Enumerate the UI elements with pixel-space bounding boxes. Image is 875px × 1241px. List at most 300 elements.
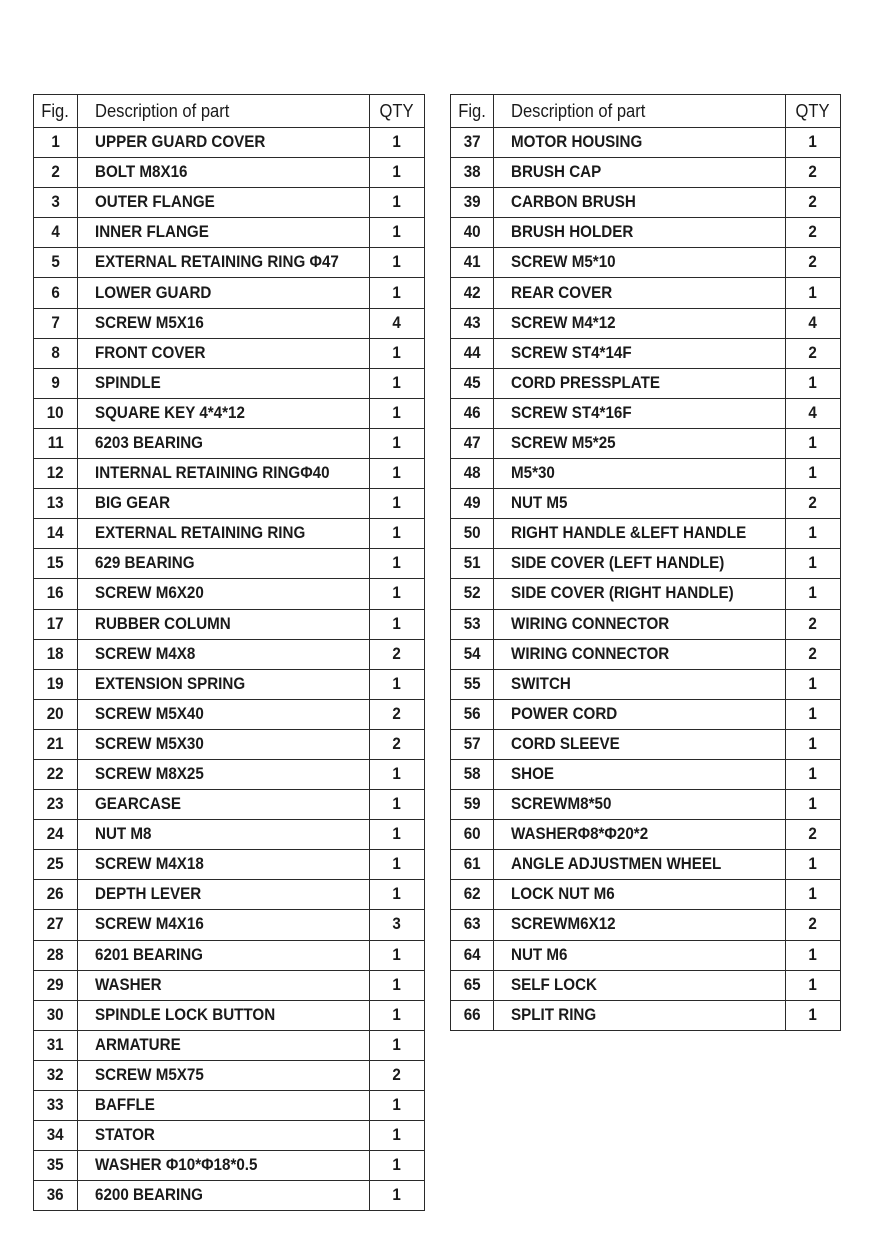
table-row (34, 188, 425, 218)
part-fig-cell-text: 16 (47, 584, 64, 603)
part-qty-cell-text: 1 (808, 765, 818, 784)
part-description-cell (494, 609, 786, 639)
part-qty-cell (786, 519, 841, 549)
part-fig-cell (451, 699, 494, 729)
part-fig-cell-text: 55 (463, 674, 481, 693)
table-row (34, 1121, 425, 1151)
part-qty-cell-text: 2 (808, 343, 818, 362)
part-description-cell (78, 970, 370, 1000)
table-row (34, 579, 425, 609)
part-description-cell (78, 368, 370, 398)
table-row (451, 158, 841, 188)
table-row (34, 729, 425, 759)
table-row (451, 609, 841, 639)
part-qty-cell (370, 338, 425, 368)
part-qty-cell (370, 970, 425, 1000)
part-fig-cell (451, 609, 494, 639)
part-description-cell-text: EXTERNAL RETAINING RING Φ47 (95, 253, 339, 272)
part-qty-cell (370, 1000, 425, 1030)
part-fig-cell-text: 59 (463, 795, 481, 814)
part-description-cell-text: SCREW M8X25 (95, 765, 204, 784)
part-qty-cell (370, 790, 425, 820)
part-fig-cell-text: 13 (47, 494, 64, 513)
part-qty-cell (786, 218, 841, 248)
part-fig-cell (34, 338, 78, 368)
part-fig-cell (34, 1030, 78, 1060)
table-row (451, 729, 841, 759)
part-fig-cell-text: 21 (47, 734, 64, 753)
part-description-cell-text: ANGLE ADJUSTMEN WHEEL (511, 855, 722, 874)
part-description-cell-text: OUTER FLANGE (95, 193, 215, 212)
part-qty-cell (786, 459, 841, 489)
table-row (451, 428, 841, 458)
parts-table-left (33, 94, 425, 1211)
part-description-cell (78, 699, 370, 729)
part-description-cell-text: UPPER GUARD COVER (95, 133, 266, 152)
part-description-cell-text: BOLT M8X16 (95, 163, 188, 182)
table-row (451, 820, 841, 850)
part-fig-cell (34, 579, 78, 609)
part-qty-cell-text: 1 (392, 193, 402, 212)
table-row (451, 459, 841, 489)
table-row (34, 519, 425, 549)
part-description-cell-text: M5*30 (511, 464, 555, 483)
part-qty-cell-text: 1 (392, 795, 402, 814)
table-row (34, 1000, 425, 1030)
part-qty-cell (370, 1181, 425, 1211)
part-qty-cell-text: 1 (392, 885, 402, 904)
part-fig-cell-text: 47 (463, 433, 481, 452)
part-fig-cell-text: 5 (51, 253, 60, 272)
part-fig-cell (34, 368, 78, 398)
part-description-cell-text: NUT M8 (95, 825, 152, 844)
part-fig-cell (451, 820, 494, 850)
part-fig-cell-text: 24 (47, 825, 64, 844)
part-fig-cell (34, 759, 78, 789)
part-qty-cell-text: 1 (392, 975, 402, 994)
part-fig-cell (451, 188, 494, 218)
part-description-cell (78, 128, 370, 158)
part-qty-cell-text: 1 (808, 855, 818, 874)
part-qty-cell (370, 579, 425, 609)
table-row (34, 1181, 425, 1211)
part-qty-cell (786, 278, 841, 308)
part-qty-cell-text: 2 (392, 704, 402, 723)
part-fig-cell-text: 7 (51, 313, 60, 332)
part-fig-cell-text: 43 (463, 313, 481, 332)
table-header-row (34, 95, 425, 128)
part-qty-cell (786, 940, 841, 970)
part-qty-cell (786, 428, 841, 458)
part-qty-cell-text: 1 (392, 283, 402, 302)
table-row (34, 669, 425, 699)
part-qty-cell-text: 2 (808, 825, 818, 844)
part-fig-cell-text: 36 (47, 1186, 64, 1205)
part-description-cell-text: RIGHT HANDLE &LEFT HANDLE (511, 524, 747, 543)
part-qty-cell-text: 1 (808, 885, 818, 904)
part-qty-cell-text: 1 (808, 554, 818, 573)
part-qty-cell (370, 368, 425, 398)
part-fig-cell-text: 19 (47, 674, 64, 693)
part-qty-cell-text: 1 (392, 674, 402, 693)
table-row (451, 188, 841, 218)
part-fig-cell (34, 459, 78, 489)
part-description-cell (494, 639, 786, 669)
part-description-cell (78, 428, 370, 458)
table-row (451, 639, 841, 669)
part-description-cell (494, 128, 786, 158)
table-row (34, 790, 425, 820)
part-qty-cell (786, 549, 841, 579)
part-qty-cell (786, 759, 841, 789)
part-qty-cell-text: 1 (392, 403, 402, 422)
part-fig-cell-text: 29 (47, 975, 64, 994)
part-description-cell-text: 6200 BEARING (95, 1186, 203, 1205)
table-row (451, 910, 841, 940)
part-fig-cell-text: 10 (47, 403, 64, 422)
part-fig-cell (451, 158, 494, 188)
part-fig-cell (34, 308, 78, 338)
part-fig-cell-text: 32 (47, 1065, 64, 1084)
part-fig-cell (451, 278, 494, 308)
part-qty-cell (370, 489, 425, 519)
table-row (34, 940, 425, 970)
part-qty-cell-text: 2 (808, 253, 818, 272)
part-fig-cell-text: 53 (463, 614, 481, 633)
part-fig-cell (34, 158, 78, 188)
part-fig-cell (451, 1000, 494, 1030)
part-qty-cell-text: 1 (392, 433, 402, 452)
table-row (451, 308, 841, 338)
table-row (451, 368, 841, 398)
part-qty-cell (786, 910, 841, 940)
table-row (34, 398, 425, 428)
part-qty-cell-text: 1 (392, 1005, 402, 1024)
part-description-cell (494, 669, 786, 699)
table-row (451, 850, 841, 880)
part-qty-cell (370, 1030, 425, 1060)
part-qty-cell (370, 128, 425, 158)
part-qty-cell-text: 1 (392, 554, 402, 573)
table-row (34, 880, 425, 910)
part-qty-cell-text: 1 (808, 524, 818, 543)
part-qty-cell-text: 1 (392, 1156, 402, 1175)
header-description: Description of part (494, 95, 786, 128)
part-description-cell-text: LOCK NUT M6 (511, 885, 615, 904)
part-fig-cell-text: 18 (47, 644, 64, 663)
part-qty-cell-text: 2 (808, 494, 818, 513)
part-fig-cell-text: 8 (51, 343, 60, 362)
part-description-cell-text: BAFFLE (95, 1096, 155, 1115)
part-fig-cell (34, 790, 78, 820)
part-qty-cell (786, 308, 841, 338)
part-description-cell (78, 609, 370, 639)
parts-table-left-body (34, 128, 425, 1211)
part-qty-cell-text: 2 (392, 644, 402, 663)
part-fig-cell (34, 218, 78, 248)
part-description-cell (78, 850, 370, 880)
part-description-cell-text: SCREW M5X75 (95, 1065, 204, 1084)
table-row (451, 970, 841, 1000)
part-fig-cell (451, 368, 494, 398)
part-description-cell (78, 158, 370, 188)
part-fig-cell-text: 17 (47, 614, 64, 633)
part-qty-cell (370, 308, 425, 338)
part-qty-cell-text: 3 (392, 915, 402, 934)
table-row (34, 1030, 425, 1060)
part-description-cell (494, 188, 786, 218)
part-description-cell (78, 1121, 370, 1151)
part-fig-cell (34, 609, 78, 639)
part-qty-cell (370, 609, 425, 639)
part-description-cell-text: SCREW M4X16 (95, 915, 204, 934)
part-qty-cell-text: 1 (808, 945, 818, 964)
part-fig-cell-text: 14 (47, 524, 64, 543)
part-fig-cell-text: 50 (463, 524, 481, 543)
part-qty-cell (370, 699, 425, 729)
part-qty-cell-text: 2 (808, 614, 818, 633)
part-fig-cell (34, 398, 78, 428)
part-fig-cell-text: 34 (47, 1126, 64, 1145)
part-fig-cell (451, 519, 494, 549)
part-description-cell (78, 1030, 370, 1060)
part-description-cell-text: BIG GEAR (95, 494, 171, 513)
part-description-cell-text: SELF LOCK (511, 975, 598, 994)
part-qty-cell (370, 158, 425, 188)
part-qty-cell-text: 2 (808, 644, 818, 663)
table-row (34, 820, 425, 850)
table-row (451, 579, 841, 609)
part-description-cell (494, 308, 786, 338)
part-description-cell (78, 940, 370, 970)
part-description-cell (494, 759, 786, 789)
part-qty-cell-text: 1 (392, 163, 402, 182)
part-qty-cell (786, 188, 841, 218)
part-description-cell (494, 398, 786, 428)
part-description-cell-text: RUBBER COLUMN (95, 614, 231, 633)
table-row (34, 428, 425, 458)
part-description-cell (78, 1151, 370, 1181)
table-row (451, 489, 841, 519)
part-description-cell (78, 218, 370, 248)
part-qty-cell-text: 1 (808, 584, 818, 603)
part-qty-cell (370, 1091, 425, 1121)
part-qty-cell-text: 4 (808, 313, 818, 332)
part-qty-cell-text: 1 (808, 674, 818, 693)
part-description-cell (78, 759, 370, 789)
part-description-cell-text: SCREW M5*25 (511, 433, 616, 452)
part-qty-cell-text: 1 (392, 614, 402, 633)
part-fig-cell (34, 549, 78, 579)
part-qty-cell-text: 1 (392, 343, 402, 362)
part-fig-cell (34, 940, 78, 970)
part-qty-cell (370, 820, 425, 850)
table-row (34, 368, 425, 398)
part-fig-cell (34, 910, 78, 940)
part-qty-cell (786, 669, 841, 699)
part-description-cell (78, 729, 370, 759)
table-row (34, 489, 425, 519)
part-qty-cell (786, 158, 841, 188)
part-qty-cell-text: 1 (808, 283, 818, 302)
part-qty-cell (786, 880, 841, 910)
table-row (451, 759, 841, 789)
part-qty-cell (370, 519, 425, 549)
part-description-cell-text: REAR COVER (511, 283, 613, 302)
part-fig-cell-text: 46 (463, 403, 481, 422)
table-row (451, 940, 841, 970)
part-qty-cell (786, 639, 841, 669)
part-fig-cell-text: 26 (47, 885, 64, 904)
part-fig-cell (451, 218, 494, 248)
part-fig-cell (34, 820, 78, 850)
table-row (34, 1060, 425, 1090)
part-fig-cell-text: 44 (463, 343, 481, 362)
part-qty-cell (786, 398, 841, 428)
part-qty-cell (370, 910, 425, 940)
part-qty-cell-text: 2 (808, 223, 818, 242)
part-qty-cell (786, 368, 841, 398)
part-description-cell-text: LOWER GUARD (95, 283, 212, 302)
part-qty-cell-text: 1 (808, 373, 818, 392)
part-qty-cell (786, 850, 841, 880)
header-qty: QTY (370, 95, 425, 128)
part-qty-cell (786, 820, 841, 850)
part-qty-cell (786, 489, 841, 519)
part-qty-cell-text: 4 (808, 403, 818, 422)
table-row (34, 549, 425, 579)
part-fig-cell (451, 850, 494, 880)
part-fig-cell (451, 489, 494, 519)
part-description-cell (78, 459, 370, 489)
part-fig-cell-text: 58 (463, 765, 481, 784)
part-fig-cell-text: 1 (51, 133, 60, 152)
part-qty-cell-text: 1 (392, 464, 402, 483)
part-description-cell-text: 6203 BEARING (95, 433, 203, 452)
part-fig-cell-text: 48 (463, 464, 481, 483)
table-row (451, 699, 841, 729)
part-fig-cell (34, 880, 78, 910)
table-row (34, 218, 425, 248)
part-qty-cell (370, 729, 425, 759)
part-qty-cell-text: 1 (392, 584, 402, 603)
part-fig-cell (451, 880, 494, 910)
table-row (451, 128, 841, 158)
part-fig-cell (34, 489, 78, 519)
part-description-cell (494, 579, 786, 609)
table-row (34, 609, 425, 639)
part-description-cell-text: NUT M6 (511, 945, 568, 964)
part-description-cell (78, 278, 370, 308)
part-description-cell-text: CARBON BRUSH (511, 193, 636, 212)
part-fig-cell (34, 1181, 78, 1211)
part-fig-cell-text: 22 (47, 765, 64, 784)
part-qty-cell-text: 1 (808, 795, 818, 814)
part-description-cell-text: ARMATURE (95, 1035, 181, 1054)
part-qty-cell-text: 1 (392, 945, 402, 964)
part-fig-cell-text: 66 (463, 1005, 481, 1024)
part-fig-cell-text: 38 (463, 163, 481, 182)
part-description-cell-text: SCREWM6X12 (511, 915, 616, 934)
part-description-cell-text: DEPTH LEVER (95, 885, 202, 904)
part-description-cell (78, 639, 370, 669)
part-description-cell-text: EXTERNAL RETAINING RING (95, 524, 306, 543)
table-row (451, 519, 841, 549)
part-qty-cell-text: 1 (392, 524, 402, 543)
part-fig-cell (451, 639, 494, 669)
table-row (34, 308, 425, 338)
part-qty-cell (370, 398, 425, 428)
part-fig-cell (34, 428, 78, 458)
part-qty-cell (786, 699, 841, 729)
part-qty-cell (786, 790, 841, 820)
part-qty-cell (786, 338, 841, 368)
part-fig-cell-text: 64 (463, 945, 481, 964)
part-fig-cell-text: 37 (463, 133, 481, 152)
part-qty-cell (370, 940, 425, 970)
part-qty-cell (370, 188, 425, 218)
part-fig-cell (451, 428, 494, 458)
part-fig-cell (34, 128, 78, 158)
part-description-cell-text: SQUARE KEY 4*4*12 (95, 403, 245, 422)
part-fig-cell-text: 23 (47, 795, 64, 814)
part-description-cell-text: CORD SLEEVE (511, 734, 620, 753)
part-qty-cell (370, 850, 425, 880)
part-fig-cell-text: 31 (47, 1035, 64, 1054)
part-description-cell-text: INTERNAL RETAINING RINGΦ40 (95, 464, 330, 483)
part-fig-cell-text: 33 (47, 1096, 64, 1115)
part-fig-cell-text: 56 (463, 704, 481, 723)
part-fig-cell (451, 128, 494, 158)
table-row (34, 1151, 425, 1181)
part-fig-cell (451, 398, 494, 428)
table-row (451, 398, 841, 428)
part-fig-cell-text: 40 (463, 223, 481, 242)
part-description-cell (494, 248, 786, 278)
part-description-cell (494, 489, 786, 519)
part-description-cell-text: SCREW M4*12 (511, 313, 616, 332)
part-description-cell-text: WIRING CONNECTOR (511, 614, 670, 633)
part-qty-cell-text: 1 (808, 464, 818, 483)
part-fig-cell (451, 549, 494, 579)
table-row (34, 338, 425, 368)
part-fig-cell-text: 65 (463, 975, 481, 994)
part-description-cell (494, 970, 786, 1000)
part-fig-cell-text: 54 (463, 644, 481, 663)
part-description-cell (494, 218, 786, 248)
part-fig-cell (34, 1151, 78, 1181)
part-fig-cell-text: 61 (463, 855, 481, 874)
part-fig-cell-text: 62 (463, 885, 481, 904)
part-description-cell (494, 790, 786, 820)
table-row (34, 128, 425, 158)
part-description-cell-text: SCREW M5X40 (95, 704, 204, 723)
part-qty-cell (370, 459, 425, 489)
table-row (34, 850, 425, 880)
table-row (451, 669, 841, 699)
part-description-cell (494, 549, 786, 579)
part-fig-cell-text: 2 (51, 163, 60, 182)
part-fig-cell (451, 669, 494, 699)
part-description-cell-text: SCREW M5X16 (95, 313, 204, 332)
part-fig-cell (451, 459, 494, 489)
part-description-cell (494, 880, 786, 910)
part-description-cell (494, 1000, 786, 1030)
part-fig-cell-text: 6 (51, 283, 60, 302)
part-qty-cell-text: 1 (392, 1096, 402, 1115)
part-description-cell-text: SCREW M5X30 (95, 734, 204, 753)
part-description-cell-text: POWER CORD (511, 704, 618, 723)
